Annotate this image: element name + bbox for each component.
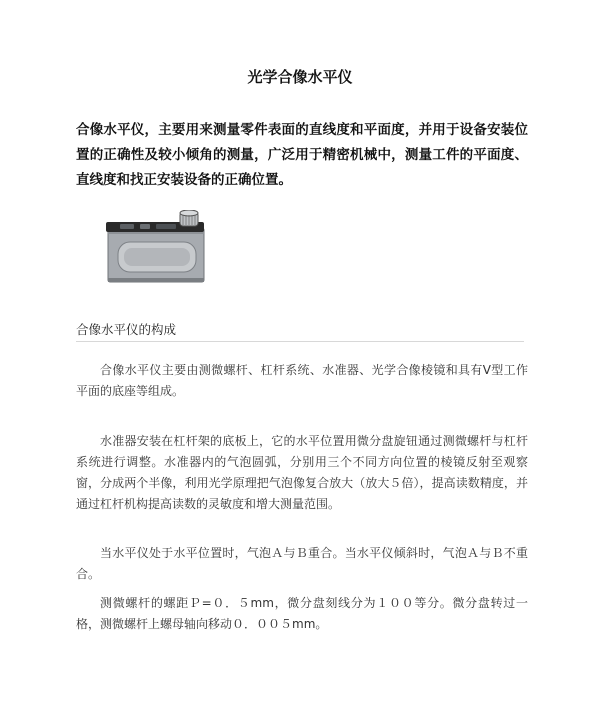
level-device-image	[104, 210, 210, 286]
body-paragraph: 合像水平仪主要由测微螺杆、杠杆系统、水准器、光学合像棱镜和具有Ⅴ型工作平面的底座等组成。	[76, 363, 528, 398]
article-title: 光学合像水平仪	[247, 68, 353, 86]
body-paragraph: 水准器安装在杠杆架的底板上，它的水平位置用微分盘旋钮通过测微螺杆与杠杆系统进行调整。水准器内的气泡圆弧，分别用三个不同方向位置的棱镜反射至观察窗，分成两个半像，利用光学原理把气泡像复合放大（放大５倍），提高读数精度，并通过杠杆机构提高读数的灵敏度和增大测量范围。	[76, 434, 528, 511]
body-paragraph: 当水平仪处于水平位置时，气泡Ａ与Ｂ重合。当水平仪倾斜时，气泡Ａ与Ｂ不重合。	[76, 546, 528, 581]
section-heading: 合像水平仪的构成	[76, 322, 177, 337]
body-paragraph: 测微螺杆的螺距Ｐ=０．５mm，微分盘刻线分为１００等分。微分盘转过一格，测微螺杆上螺母轴向移动０．００５mm。	[76, 596, 528, 631]
section-divider	[76, 341, 524, 342]
intro-paragraph: 合像水平仪，主要用来测量零件表面的直线度和平面度，并用于设备安装位置的正确性及较小倾角的测量，广泛用于精密机械中，测量工件的平面度、直线度和找正安装设备的正确位置。	[76, 122, 528, 188]
